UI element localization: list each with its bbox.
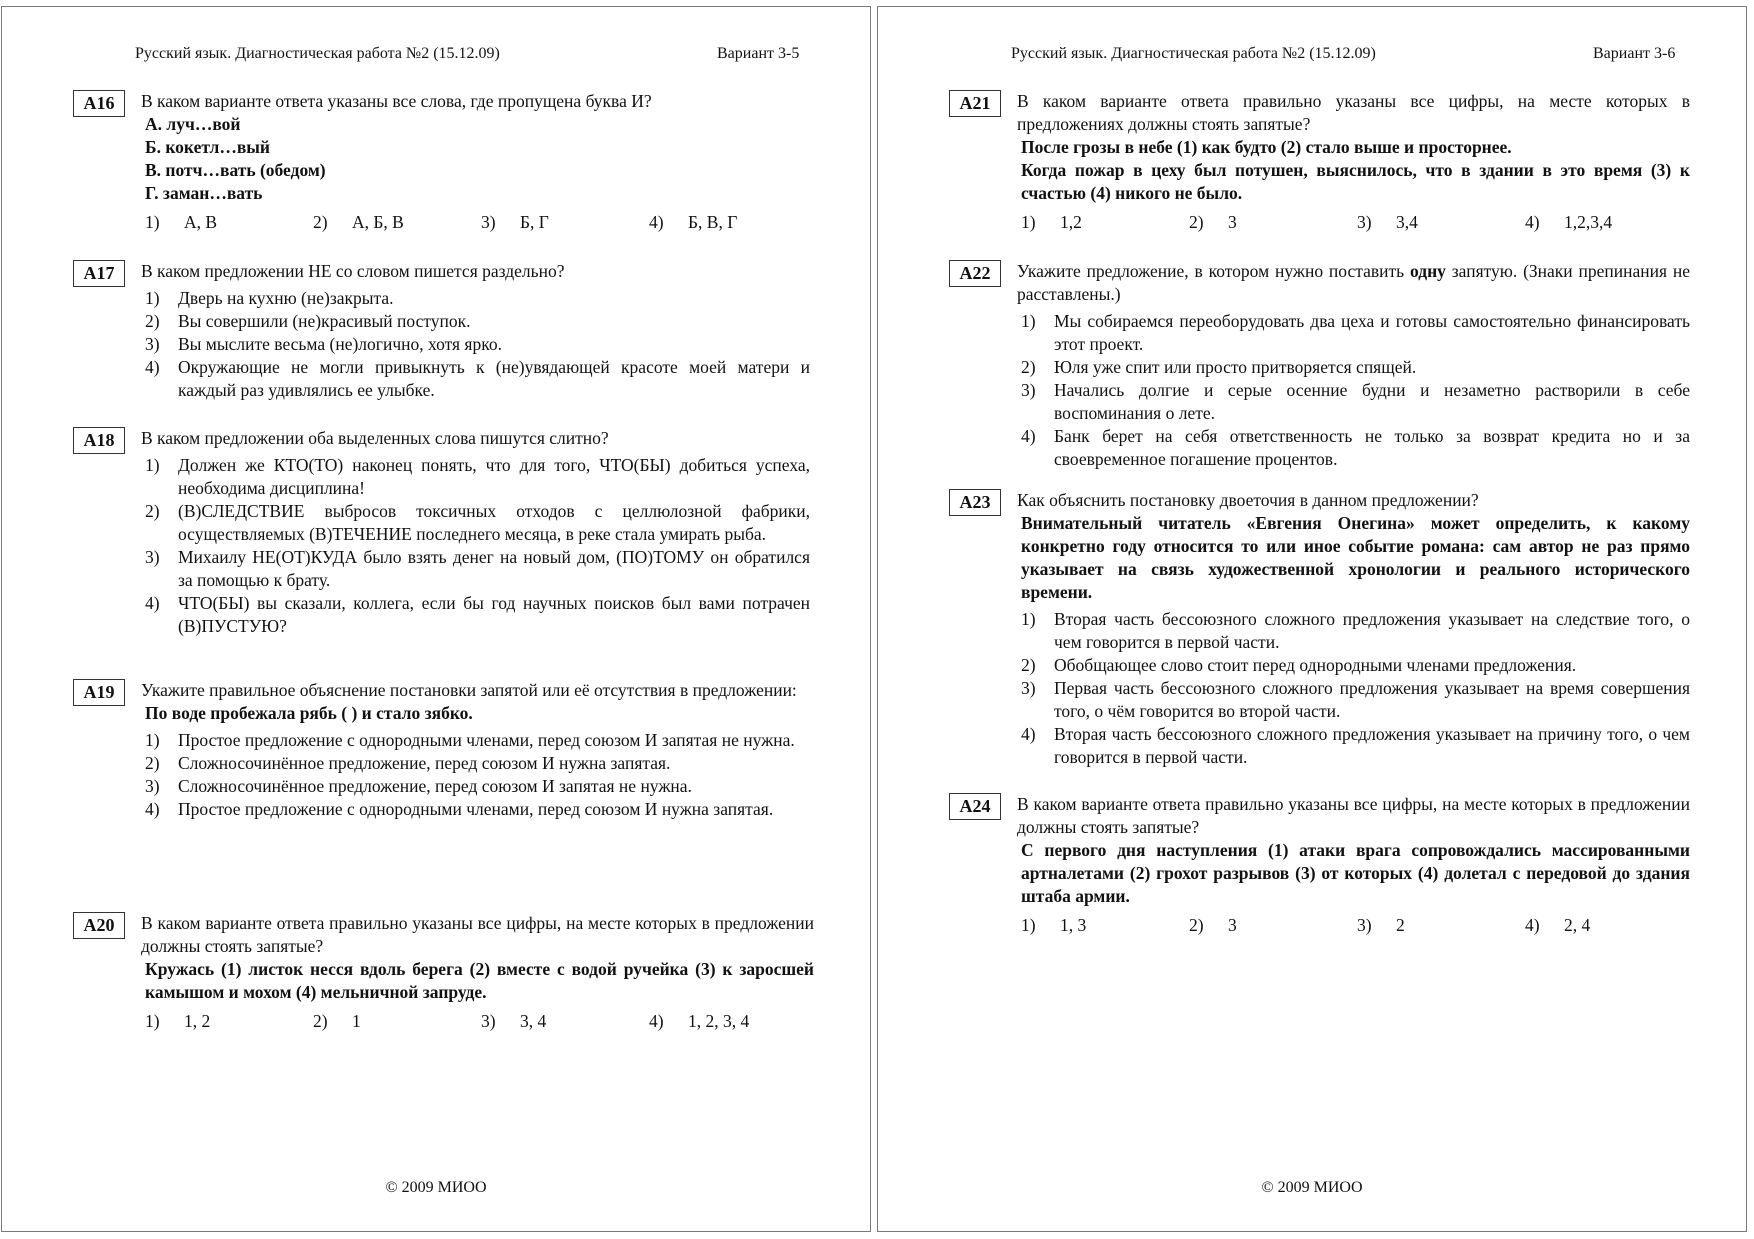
question-stem: Укажите правильное объяснение постановки запятой или её отсутствия в предложении: <box>141 680 797 700</box>
answer-option-1[interactable]: 1, 3 <box>1060 915 1087 935</box>
answer-num: 1) <box>1021 212 1036 232</box>
answer-option-4[interactable]: Б, В, Г <box>688 212 738 232</box>
question-a16 <box>73 90 814 237</box>
option-2[interactable]: 2) (В)СЛЕДСТВИЕ выбросов токсичных отходов с целлюлозной фабрики, осуществляемых (В)ТЕЧЕНИЕ последнего месяца, в реке стала умирать рыба. <box>145 501 810 544</box>
answer-option-4[interactable]: 1,2,3,4 <box>1564 212 1613 232</box>
option-4[interactable]: 4) Банк берет на себя ответственность не только за возврат кредита но и за своевременное погашение процентов. <box>1021 426 1690 469</box>
option-3[interactable]: 3) Первая часть бессоюзного сложного предложения указывает на время совершения того, о чём говорится во второй части. <box>1021 678 1690 721</box>
answer-word-g: Г. заман…вать <box>145 183 263 203</box>
answer-num: 3) <box>1357 915 1372 935</box>
question-a21 <box>949 90 1690 237</box>
right-page <box>877 6 1747 1232</box>
question-label: A24 <box>949 793 1001 820</box>
answer-option-2[interactable]: 1 <box>352 1011 361 1031</box>
answer-option-2[interactable]: 3 <box>1228 212 1237 232</box>
answer-num: 4) <box>1525 915 1540 935</box>
answer-option-4[interactable]: 2, 4 <box>1564 915 1591 935</box>
question-stem: В каком предложении оба выделенных слова пишутся слитно? <box>141 428 609 448</box>
question-a19 <box>73 679 814 821</box>
option-4[interactable]: 4) Окружающие не могли привыкнуть к (не)увядающей красоте моей матери и каждый раз удивлялись ее улыбке. <box>145 357 810 400</box>
header-variant: Вариант 3-5 <box>717 45 800 62</box>
question-label: A19 <box>73 679 125 706</box>
answer-option-3[interactable]: Б, Г <box>520 212 549 232</box>
page-footer: © 2009 МИОО <box>1261 1179 1363 1196</box>
question-a18 <box>73 427 810 638</box>
question-label: A16 <box>73 90 125 117</box>
question-a23 <box>949 489 1690 769</box>
answer-num: 2) <box>313 212 328 232</box>
answer-num: 3) <box>1357 212 1372 232</box>
page-footer: © 2009 МИОО <box>385 1179 487 1196</box>
left-page <box>1 6 871 1232</box>
answer-option-1[interactable]: 1,2 <box>1060 212 1082 232</box>
option-2[interactable]: 2) Юля уже спит или просто притворяется спящей. <box>1021 357 1417 377</box>
answer-num: 4) <box>649 212 664 232</box>
answer-num: 3) <box>481 212 496 232</box>
option-1[interactable]: 1) Дверь на кухню (не)закрыта. <box>145 288 394 308</box>
header-title: Русский язык. Диагностическая работа №2 (15.12.09) <box>1011 45 1376 62</box>
question-label: A17 <box>73 260 125 287</box>
question-stem: В каком варианте ответа указаны все слова, где пропущена буква И? <box>141 91 652 111</box>
question-label: A23 <box>949 489 1001 516</box>
answer-option-1[interactable]: А, В <box>184 212 218 232</box>
option-2[interactable]: 2) Сложносочинённое предложение, перед союзом И нужна запятая. <box>145 753 671 773</box>
header-variant: Вариант 3-6 <box>1593 45 1676 62</box>
question-a20 <box>73 912 814 1036</box>
answer-num: 2) <box>1189 915 1204 935</box>
question-label: A20 <box>73 912 125 939</box>
question-a22 <box>949 260 1690 471</box>
answer-word-a: А. луч…вой <box>145 114 241 134</box>
option-2[interactable]: 2) Обобщающее слово стоит перед однородными членами предложения. <box>1021 655 1577 675</box>
question-sentence: По воде пробежала рябь ( ) и стало зябко. <box>145 703 473 723</box>
answer-option-1[interactable]: 1, 2 <box>184 1011 211 1031</box>
option-3[interactable]: 3) Вы мыслите весьма (не)логично, хотя ярко. <box>145 334 502 354</box>
answer-word-b: Б. кокетл…вый <box>145 137 271 157</box>
answer-num: 1) <box>145 1011 160 1031</box>
question-stem: Укажите предложение, в котором нужно поставить одну запятую. (Знаки препинания не расставлены.) <box>1017 261 1690 304</box>
question-label: A21 <box>949 90 1001 117</box>
option-1[interactable]: 1) Простое предложение с однородными членами, перед союзом И запятая не нужна. <box>145 730 795 750</box>
question-sentence: Кружась (1) листок несся вдоль берега (2) вместе с водой ручейка (3) к заросшей камышом и мохом (4) мельничной запруде. <box>145 959 814 1002</box>
question-label: A22 <box>949 260 1001 287</box>
question-stem: В каком предложении НЕ со словом пишется раздельно? <box>141 261 565 281</box>
answer-num: 1) <box>1021 915 1036 935</box>
answer-option-3[interactable]: 3, 4 <box>520 1011 547 1031</box>
answer-row <box>141 211 814 237</box>
answer-num: 1) <box>145 212 160 232</box>
answer-num: 4) <box>1525 212 1540 232</box>
answer-num: 3) <box>481 1011 496 1031</box>
answer-option-3[interactable]: 3,4 <box>1396 212 1418 232</box>
answer-num: 2) <box>313 1011 328 1031</box>
answer-option-4[interactable]: 1, 2, 3, 4 <box>688 1011 750 1031</box>
answer-row <box>1017 211 1690 237</box>
question-stem: В каком варианте ответа правильно указаны все цифры, на месте которых в предложениях должны стоять запятые? <box>1017 91 1690 134</box>
question-sentence: С первого дня наступления (1) атаки врага сопровождались массированными артналетами (2) грохот разрывов (3) от которых (4) долетал с передовой до здания штаба армии. <box>1021 840 1690 906</box>
option-4[interactable]: 4) Простое предложение с однородными членами, перед союзом И нужна запятая. <box>145 799 774 819</box>
answer-row <box>1017 914 1690 940</box>
option-1[interactable]: 1) Должен же КТО(ТО) наконец понять, что для того, ЧТО(БЫ) добиться успеха, необходима дисциплина! <box>145 455 810 498</box>
question-stem: В каком варианте ответа правильно указаны все цифры, на месте которых в предложении должны стоять запятые? <box>1017 794 1690 837</box>
question-stem: Как объяснить постановку двоеточия в данном предложении? <box>1017 490 1479 510</box>
answer-option-2[interactable]: А, Б, В <box>352 212 404 232</box>
answer-num: 4) <box>649 1011 664 1031</box>
option-3[interactable]: 3) Сложносочинённое предложение, перед союзом И запятая не нужна. <box>145 776 692 796</box>
answer-option-3[interactable]: 2 <box>1396 915 1405 935</box>
question-a24 <box>949 793 1690 940</box>
option-2[interactable]: 2) Вы совершили (не)красивый поступок. <box>145 311 471 331</box>
question-sentence: Внимательный читатель «Евгения Онегина» может определить, к какому конкретно году относится то или иное событие романа: сам автор не раз прямо указывает на связь художественной хронологии и реального исторического времени. <box>1021 513 1690 602</box>
option-1[interactable]: 1) Вторая часть бессоюзного сложного предложения указывает на следствие того, о чем говорится в первой части. <box>1021 609 1690 652</box>
option-3[interactable]: 3) Михаилу НЕ(ОТ)КУДА было взять денег на новый дом, (ПО)ТОМУ он обратился за помощью к брату. <box>145 547 810 590</box>
question-a17 <box>73 260 810 402</box>
question-stem: В каком варианте ответа правильно указаны все цифры, на месте которых в предложении должны стоять запятые? <box>141 913 814 956</box>
answer-row <box>141 1010 814 1036</box>
option-4[interactable]: 4) Вторая часть бессоюзного сложного предложения указывает на причину того, о чем говорится в первой части. <box>1021 724 1690 767</box>
answer-num: 2) <box>1189 212 1204 232</box>
question-sentence-1: После грозы в небе (1) как будто (2) стало выше и просторнее. <box>1021 137 1512 157</box>
option-4[interactable]: 4) ЧТО(БЫ) вы сказали, коллега, если бы год научных поисков был вами потрачен (В)ПУСТУЮ? <box>145 593 810 636</box>
option-1[interactable]: 1) Мы собираемся переоборудовать два цеха и готовы самостоятельно финансировать этот проект. <box>1021 311 1690 354</box>
question-label: A18 <box>73 427 125 454</box>
emphasis-word: одну <box>1409 261 1446 281</box>
question-sentence-2: Когда пожар в цеху был потушен, выяснилось, что в здании в это время (3) к счастью (4) никого не было. <box>1021 160 1690 203</box>
option-3[interactable]: 3) Начались долгие и серые осенние будни и незаметно растворили в себе воспоминания о лете. <box>1021 380 1690 423</box>
answer-option-2[interactable]: 3 <box>1228 915 1237 935</box>
header-title: Русский язык. Диагностическая работа №2 (15.12.09) <box>135 45 500 62</box>
answer-word-v: В. потч…вать (обедом) <box>145 160 326 180</box>
